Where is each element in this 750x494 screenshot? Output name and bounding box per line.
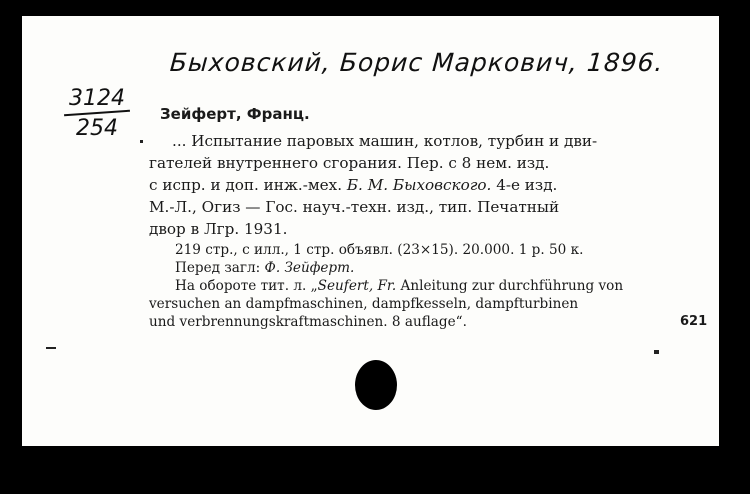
title-line: ... Испытание паровых машин, котлов, турбин и дви-	[172, 132, 598, 150]
punch-hole	[355, 360, 397, 410]
speck	[140, 140, 143, 143]
catalog-card	[22, 16, 719, 446]
note-verso-label: На обороте тит. л. „	[175, 278, 318, 294]
shelf-mark	[64, 86, 130, 141]
note-value: Ф. Зейферт.	[264, 260, 355, 276]
author-heading: Зейферт, Франц.	[160, 105, 310, 123]
title-line	[149, 176, 557, 194]
title-line-part: с испр. и доп. инж.-мех.	[149, 176, 343, 194]
speck	[654, 350, 659, 354]
shelf-mark-bottom: 254	[76, 115, 118, 141]
translator-name: Б. М. Быховского.	[346, 176, 492, 194]
note-before-title	[175, 260, 354, 276]
edition: 4-е изд.	[496, 176, 558, 194]
title-line: гателей внутреннего сгорания. Пер. с 8 нем. изд.	[149, 154, 550, 172]
note-label: Перед загл:	[175, 260, 261, 276]
imprint-line: М.-Л., Огиз — Гос. науч.-техн. изд., тип. Печатный	[149, 198, 560, 216]
note-verso	[175, 278, 623, 294]
handwritten-heading: Быховский, Борис Маркович, 1896.	[168, 48, 665, 77]
shelf-mark-top: 3124	[69, 86, 125, 111]
note-verso-line: versuchen an dampfmaschinen, dampfkesseln, dampfturbinen	[149, 296, 579, 312]
note-verso-text: Anleitung zur durchführung von	[396, 278, 624, 294]
note-verso-author: Seufert, Fr.	[317, 278, 397, 294]
speck	[46, 347, 56, 349]
note-verso-line: und verbrennungskraftmaschinen. 8 auflage“.	[149, 314, 467, 330]
card-number: 621	[680, 314, 708, 329]
physical-description: 219 стр., с илл., 1 стр. объявл. (23×15). 20.000. 1 р. 50 к.	[175, 242, 584, 258]
imprint-line: двор в Лгр. 1931.	[149, 220, 288, 238]
